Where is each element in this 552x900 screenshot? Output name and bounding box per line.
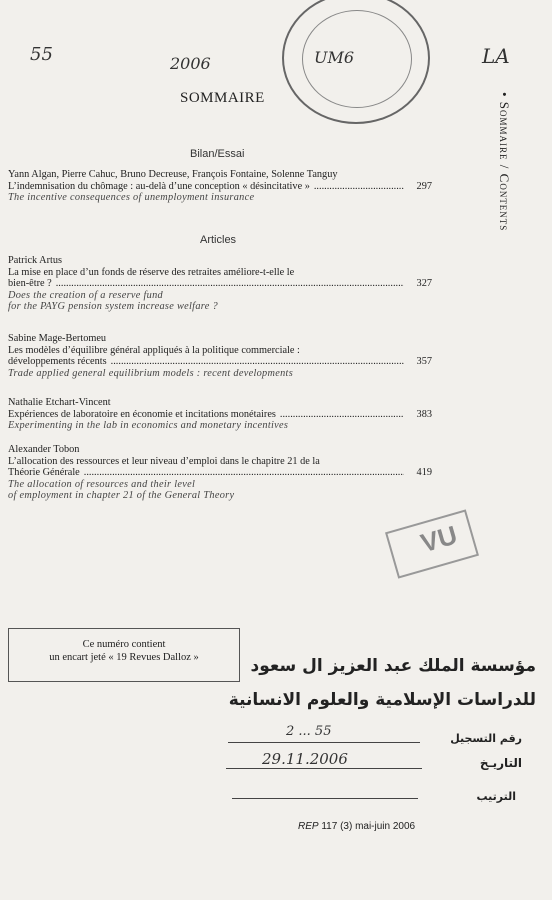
insert-notice-line: Ce numéro contient bbox=[82, 639, 166, 650]
entry-page-number: 327 bbox=[416, 278, 432, 290]
entry-title-line: La mise en place d’un fonds de réserve des retraites améliore-t-elle le bbox=[8, 266, 295, 278]
registration-label: رقم التسجيل bbox=[450, 732, 522, 745]
entry-title: Théorie Générale bbox=[8, 467, 80, 479]
vu-stamp-text: VU bbox=[417, 519, 461, 559]
entry-authors: Yann Algan, Pierre Cahuc, Bruno Decreuse, François Fontaine, Solenne Tanguy bbox=[8, 169, 338, 180]
entry-title-line bbox=[8, 409, 432, 421]
toc-entry bbox=[8, 397, 432, 432]
issue-info: 117 (3) mai-juin 2006 bbox=[321, 821, 416, 832]
leader-dots bbox=[314, 181, 404, 193]
entry-authors: Patrick Artus bbox=[8, 255, 63, 266]
leader-dots bbox=[84, 467, 404, 479]
toc-entry bbox=[8, 333, 432, 379]
entry-page-number: 297 bbox=[416, 180, 432, 192]
entry-english-title: Experimenting in the lab in economics and monetary incentives bbox=[8, 420, 289, 432]
library-round-stamp bbox=[282, 0, 430, 124]
entry-authors: Sabine Mage-Bertomeu bbox=[8, 333, 107, 344]
arabic-stamp-line: للدراسات الإسلامية والعلوم الانسانية bbox=[228, 690, 536, 710]
page-title: SOMMAIRE bbox=[180, 90, 265, 106]
stamp-handwritten-code: UM6 bbox=[314, 48, 355, 67]
entry-title-line bbox=[8, 356, 432, 368]
entry-english-title: The incentive consequences of unemployment insurance bbox=[8, 192, 255, 204]
entry-title-line bbox=[8, 181, 432, 193]
classification-rule bbox=[232, 798, 418, 799]
section-heading-bilan: Bilan/Essai bbox=[190, 148, 245, 160]
entry-english-title: for the PAYG pension system increase welfare ? bbox=[8, 301, 218, 313]
leader-dots bbox=[56, 278, 404, 290]
entry-page-number: 357 bbox=[416, 356, 432, 368]
entry-english-title: The allocation of resources and their level bbox=[8, 478, 196, 490]
registration-value: 2 ... 55 bbox=[286, 724, 332, 739]
entry-title-line bbox=[8, 278, 432, 290]
toc-entry bbox=[8, 255, 432, 313]
entry-page-number: 383 bbox=[416, 408, 432, 420]
entry-authors: Nathalie Etchart-Vincent bbox=[8, 397, 111, 408]
entry-english-title: Does the creation of a reserve fund bbox=[8, 289, 164, 301]
entry-title-line: L’allocation des ressources et leur niveau d’emploi dans le chapitre 21 de la bbox=[8, 455, 320, 467]
toc-entry bbox=[8, 444, 432, 502]
entry-title-line bbox=[8, 467, 432, 479]
date-rule bbox=[226, 768, 422, 769]
date-label: التاريـخ bbox=[479, 756, 522, 770]
journal-abbrev: REP bbox=[298, 821, 319, 832]
insert-notice-line: un encart jeté « 19 Revues Dalloz » bbox=[49, 652, 199, 663]
side-title: • Sommaire / Contents bbox=[497, 92, 512, 232]
entry-english-title: of employment in chapter 21 of the General Theory bbox=[8, 490, 235, 502]
entry-page-number: 419 bbox=[416, 467, 432, 479]
entry-title: bien-être ? bbox=[8, 278, 52, 290]
entry-title: L’indemnisation du chômage : au-delà d’une conception « désincitative » bbox=[8, 180, 310, 192]
handwritten-page-number: 55 bbox=[30, 44, 53, 65]
vu-stamp bbox=[385, 509, 479, 578]
date-value: 29.11.2006 bbox=[262, 750, 348, 768]
entry-english-title: Trade applied general equilibrium models : recent developments bbox=[8, 367, 294, 379]
arabic-stamp-line: مؤسسة الملك عبد العزيز ال سعود bbox=[250, 656, 536, 676]
leader-dots bbox=[111, 356, 404, 368]
handwritten-corner-mark: LA bbox=[482, 44, 510, 68]
handwritten-year: 2006 bbox=[170, 54, 211, 73]
entry-title: Expériences de laboratoire en économie et incitations monétaires bbox=[8, 408, 276, 420]
entry-authors: Alexander Tobon bbox=[8, 444, 80, 455]
section-heading-articles: Articles bbox=[200, 234, 237, 246]
insert-notice-box bbox=[8, 628, 240, 682]
entry-title: développements récents bbox=[8, 356, 107, 368]
footer-citation bbox=[298, 821, 415, 832]
toc-entry bbox=[8, 169, 432, 204]
classification-label: الترتيب bbox=[476, 790, 516, 803]
entry-title-line: Les modèles d’équilibre général appliqués à la politique commerciale : bbox=[8, 344, 300, 356]
registration-rule bbox=[228, 742, 420, 743]
leader-dots bbox=[280, 409, 404, 421]
